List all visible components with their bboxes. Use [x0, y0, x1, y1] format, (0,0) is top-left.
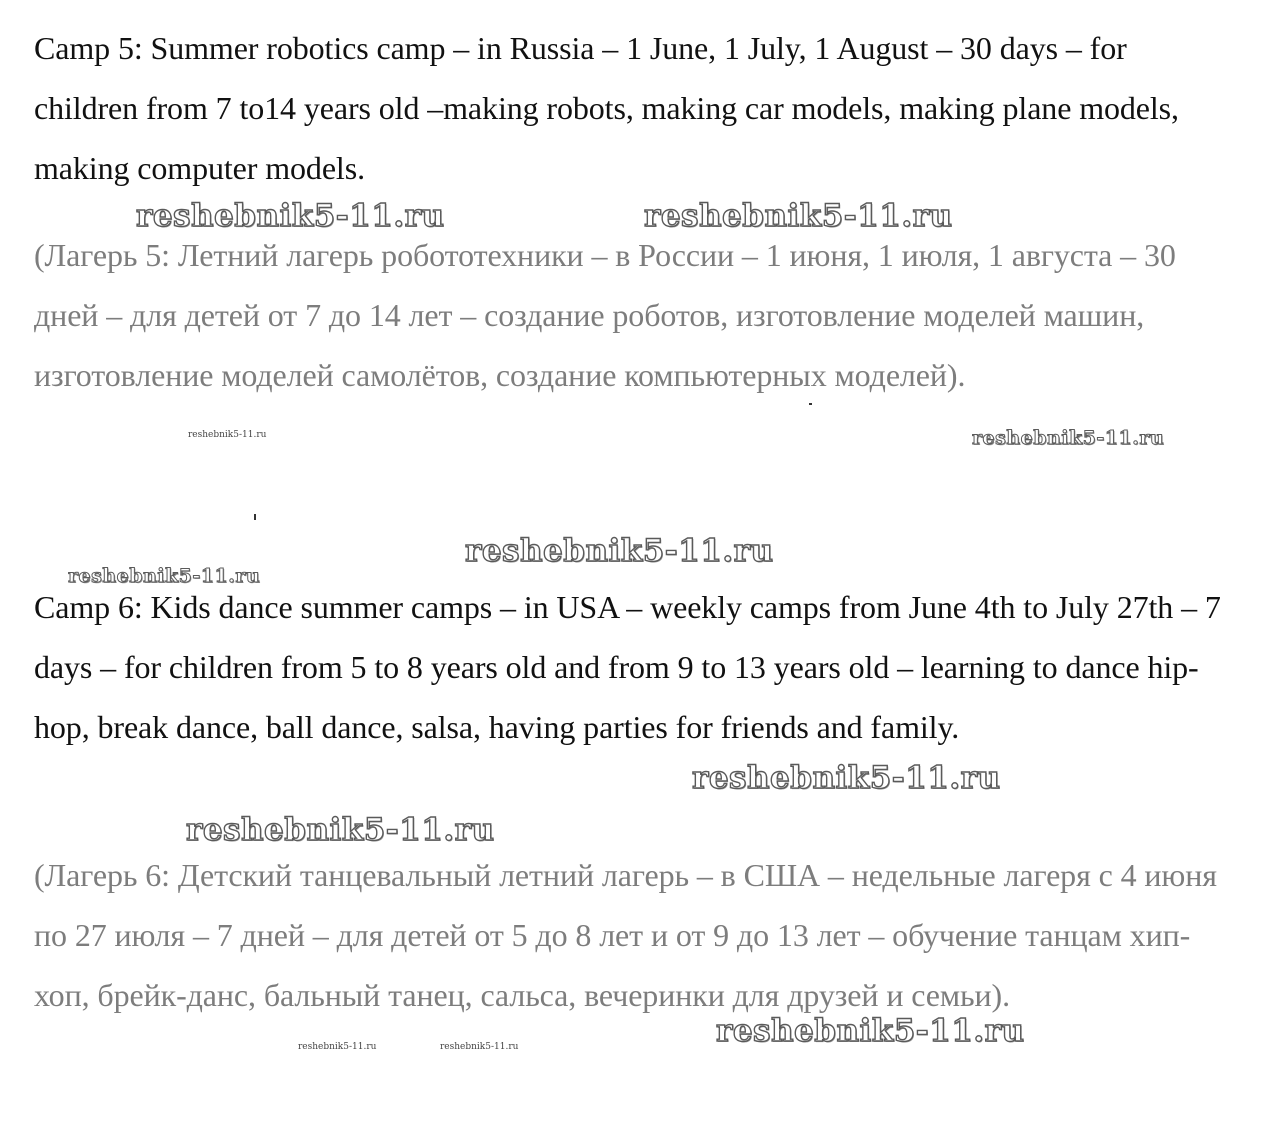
scan-artifact: [809, 403, 812, 405]
camp5-russian-translation: (Лагерь 5: Летний лагерь робототехники – в России – 1 июня, 1 июля, 1 августа – 30 дней – для детей от 7 до 14 лет – создание роботов, изготовление моделей машин, изготовление моделей самолётов, создание компьютерных моделей).: [34, 237, 1176, 393]
watermark: reshebnik5-11.ru: [188, 430, 267, 440]
watermark: reshebnik5-11.ru: [440, 1042, 519, 1052]
watermark: reshebnik5-11.ru: [716, 1013, 1025, 1049]
watermark: reshebnik5-11.ru: [68, 565, 261, 587]
watermark: reshebnik5-11.ru: [972, 427, 1165, 449]
watermark: reshebnik5-11.ru: [465, 533, 774, 569]
scan-artifact: [254, 514, 256, 520]
camp5-english-paragraph: Camp 5: Summer robotics camp – in Russia – 1 June, 1 July, 1 August – 30 days – for children from 7 to14 years old –making robots, making car models, making plane models, making computer models.: [34, 30, 1179, 186]
camp6-english-paragraph: Camp 6: Kids dance summer camps – in USA – weekly camps from June 4th to July 27th – 7 days – for children from 5 to 8 years old and from 9 to 13 years old – learning to dance hip-hop, break dance, ball dance, salsa, having parties for friends and family.: [34, 589, 1221, 745]
watermark: reshebnik5-11.ru: [298, 1042, 377, 1052]
watermark: reshebnik5-11.ru: [186, 812, 495, 848]
watermark: reshebnik5-11.ru: [692, 760, 1001, 796]
camp6-russian-translation: (Лагерь 6: Детский танцевальный летний лагерь – в США – недельные лагеря с 4 июня по 27 июля – 7 дней – для детей от 5 до 8 лет и от 9 до 13 лет – обучение танцам хип-хоп, брейк-данс, бальный танец, сальса, вечеринки для друзей и семьи).: [34, 857, 1217, 1013]
watermark: reshebnik5-11.ru: [644, 198, 953, 234]
watermark: reshebnik5-11.ru: [136, 198, 445, 234]
